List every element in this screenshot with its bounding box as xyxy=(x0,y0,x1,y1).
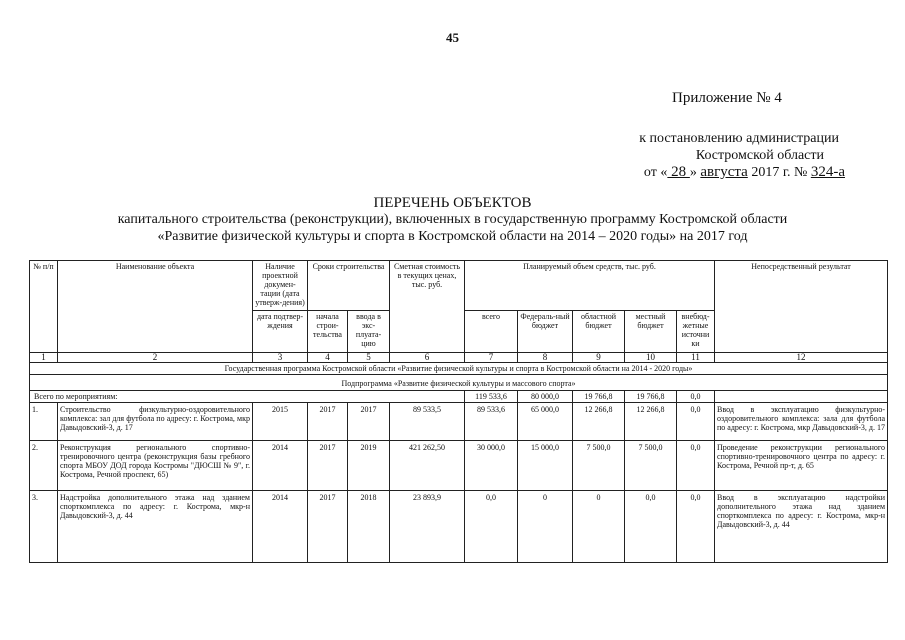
row-offbudget: 0,0 xyxy=(677,491,715,563)
row-name: Надстройка дополнительного этажа над зданием спорткомплекса по адресу: г. Кострома, мкр-н Давыдовский-3, д. 44 xyxy=(58,491,253,563)
col-number: 2 xyxy=(58,353,253,363)
row-commission: 2019 xyxy=(348,441,390,491)
total-row xyxy=(30,391,888,403)
resolution-line-1: к постановлению администрации xyxy=(639,131,839,146)
col-number: 6 xyxy=(390,353,465,363)
table-row xyxy=(30,403,888,441)
row-start: 2017 xyxy=(308,491,348,563)
row-name: Реконструкция регионального спортивно-тренировочного центра (реконструкция базы гребного спорта МБОУ ДОД города Костромы "ДЮСШ № 9", г. Кострома, Речной проспект, 65) xyxy=(58,441,253,491)
row-docs: 2014 xyxy=(253,491,308,563)
row-docs: 2015 xyxy=(253,403,308,441)
date-prefix: от « xyxy=(643,165,668,180)
row-total: 89 533,6 xyxy=(465,403,518,441)
row-cost: 89 533,5 xyxy=(390,403,465,441)
header-total: всего xyxy=(465,311,518,353)
row-docs: 2014 xyxy=(253,441,308,491)
total-local: 19 766,8 xyxy=(625,391,677,403)
column-numbers-row xyxy=(30,353,888,363)
row-local: 0,0 xyxy=(625,491,677,563)
header-federal: Федераль-ный бюджет xyxy=(518,311,573,353)
header-num: № п/п xyxy=(30,261,58,353)
row-total: 0,0 xyxy=(465,491,518,563)
header-commission: ввода в экс-плуата-цию xyxy=(348,311,390,353)
col-number: 12 xyxy=(715,353,888,363)
total-offbudget: 0,0 xyxy=(677,391,715,403)
header-terms: Сроки строительства xyxy=(308,261,390,311)
col-number: 5 xyxy=(348,353,390,363)
row-federal: 0 xyxy=(518,491,573,563)
row-num: 1. xyxy=(30,403,58,441)
resolution-line-2: Костромской области xyxy=(695,148,824,163)
row-regional: 0 xyxy=(573,491,625,563)
row-regional: 12 266,8 xyxy=(573,403,625,441)
header-cost: Сметная стоимость в текущих ценах, тыс. руб. xyxy=(390,261,465,353)
header-local: местный бюджет xyxy=(625,311,677,353)
table-row xyxy=(30,491,888,563)
resolution-number: 324-а xyxy=(810,164,845,180)
row-offbudget: 0,0 xyxy=(677,441,715,491)
row-federal: 15 000,0 xyxy=(518,441,573,491)
total-label: Всего по мероприятиям: xyxy=(30,391,465,403)
document-subtitle-1: капитального строительства (реконструкции), включенных в государственную программу Костромской области xyxy=(117,212,788,227)
row-commission: 2017 xyxy=(348,403,390,441)
row-total: 30 000,0 xyxy=(465,441,518,491)
col-number: 9 xyxy=(573,353,625,363)
header-regional: областной бюджет xyxy=(573,311,625,353)
date-day: 28 xyxy=(667,164,690,180)
row-federal: 65 000,0 xyxy=(518,403,573,441)
row-regional: 7 500,0 xyxy=(573,441,625,491)
row-result: Ввод в эксплуатацию физкультурно-оздоровительного комплекса: зала для футбола по адресу: г. Кострома, мкр Давыдовский-3, д. 17 xyxy=(715,403,888,441)
objects-table xyxy=(29,260,888,563)
program-row xyxy=(30,363,888,375)
program-title: Государственная программа Костромской области «Развитие физической культуры и спорта в Костромской области на 2014 - 2020 годы» xyxy=(30,363,888,375)
total-result-empty xyxy=(715,391,888,403)
header-docs: Наличие проектной докумен-тации (дата утверж-дения) xyxy=(253,261,308,311)
col-number: 10 xyxy=(625,353,677,363)
total-federal: 80 000,0 xyxy=(518,391,573,403)
row-local: 7 500,0 xyxy=(625,441,677,491)
total-regional: 19 766,8 xyxy=(573,391,625,403)
row-num: 2. xyxy=(30,441,58,491)
row-num: 3. xyxy=(30,491,58,563)
table-row xyxy=(30,441,888,491)
row-local: 12 266,8 xyxy=(625,403,677,441)
header-docs-sub: дата подтвер-ждения xyxy=(253,311,308,353)
row-commission: 2018 xyxy=(348,491,390,563)
resolution-date-line xyxy=(644,164,845,181)
row-cost: 421 262,50 xyxy=(390,441,465,491)
page-number: 45 xyxy=(446,30,459,45)
header-result: Непосредственный результат xyxy=(715,261,888,353)
header-row-1 xyxy=(30,261,888,311)
subprogram-title: Подпрограмма «Развитие физической культуры и массового спорта» xyxy=(30,375,888,391)
header-start: начала строи-тельства xyxy=(308,311,348,353)
header-planned: Планируемый объем средств, тыс. руб. xyxy=(465,261,715,311)
row-result: Ввод в эксплуатацию надстройки дополнительного этажа над зданием спорткомплекса по адресу: г. Кострома, мкр-н Давыдовский-3, д. 44 xyxy=(715,491,888,563)
col-number: 7 xyxy=(465,353,518,363)
row-start: 2017 xyxy=(308,403,348,441)
col-number: 4 xyxy=(308,353,348,363)
date-month: августа xyxy=(700,164,748,180)
header-offbudget: внебюд-жетные источни ки xyxy=(677,311,715,353)
row-result: Проведение реконструкции регионального спортивно-тренировочного центра по адресу: г. Кострома, Речной пр-т, д. 65 xyxy=(715,441,888,491)
header-name: Наименование объекта xyxy=(58,261,253,353)
document-title: ПЕРЕЧЕНЬ ОБЪЕКТОВ xyxy=(373,195,532,211)
row-cost: 23 893,9 xyxy=(390,491,465,563)
document-subtitle-2: «Развитие физической культуры и спорта в Костромской области на 2014 – 2020 годы» на 2017 год xyxy=(157,229,748,244)
row-name: Строительство физкультурно-оздоровительного комплекса: зал для футбола по адресу: г. Кострома, мкр Давыдовский-3, д. 17 xyxy=(58,403,253,441)
row-offbudget: 0,0 xyxy=(677,403,715,441)
date-suffix: 2017 г. № xyxy=(747,165,811,180)
subprogram-row xyxy=(30,375,888,391)
date-mid: » xyxy=(689,165,701,180)
col-number: 1 xyxy=(30,353,58,363)
total-all: 119 533,6 xyxy=(465,391,518,403)
col-number: 8 xyxy=(518,353,573,363)
row-start: 2017 xyxy=(308,441,348,491)
col-number: 11 xyxy=(677,353,715,363)
appendix-label: Приложение № 4 xyxy=(672,90,782,106)
col-number: 3 xyxy=(253,353,308,363)
